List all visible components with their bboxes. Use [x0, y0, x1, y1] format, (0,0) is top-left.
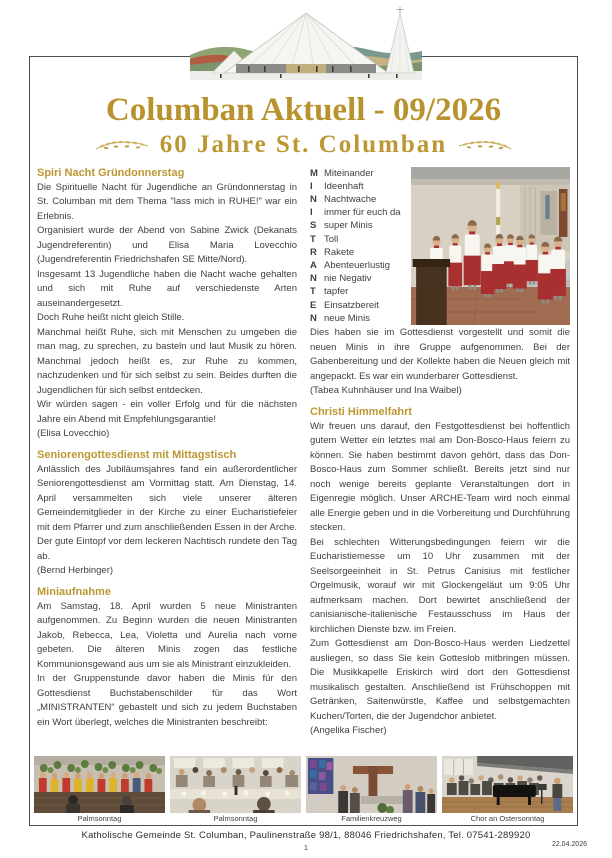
left-column: [37, 167, 297, 739]
acrostic-letter: N: [310, 194, 317, 206]
byline: (Tabea Kuhnhäuser und Ina Waibel): [310, 385, 462, 397]
acrostic-letter: R: [310, 246, 317, 258]
photo-caption: Chor an Ostersonntag: [470, 814, 545, 823]
acrostic-word: Abenteuerlustig: [324, 260, 391, 272]
st-columban-tent-church-art: [190, 7, 422, 91]
acrostic-row: [310, 246, 404, 259]
paragraph: Zum Gottesdienst am Don-Bosco-Haus werden Liedzettel ausliegen, so dass Sie kein Gotteslob mitbringen müssen. Die Musikkapelle Eriskirch wird dort den Gottesdienst musikalisch gestalten. Anschließend ist Frühschoppen mit Getränken, Saitenwürstle, Kaffee und selbstgemachten Kuchen/Torten, die der Jugendchor anbietet.: [310, 638, 570, 722]
acrostic-letter: A: [310, 260, 317, 272]
page-title: Columban Aktuell - 09/2026: [105, 92, 502, 128]
paragraph: Insgesamt 13 Jugendliche haben die Nacht wache gehalten und sich mit Ruhe auf verschiedenste Arten auseinandergesetzt.: [37, 268, 297, 309]
paragraph: Anlässlich des Jubiläumsjahres fand ein außerordentlicher Seniorengottesdienst am Vormittag statt. Am Dienstag, 14. April versammelten sich viele unserer älteren Gemeindemitglieder in der Kirche zu einer Eucharistiefeier mit dem Pfarrer und zum anschließenden Essen in der Arche. Der gute Eintopf vor dem leckeren Nachtisch rundete den Tag ab.: [37, 463, 297, 562]
church-illustration: [190, 7, 422, 91]
acrostic-row: [310, 193, 404, 206]
page-number: 1: [303, 843, 309, 852]
section-heading-miniaufnahme: Miniaufnahme: [37, 585, 111, 598]
acrostic-row: [310, 219, 404, 232]
acrostic-row: [310, 180, 404, 193]
subtitle-row: [37, 131, 570, 159]
acrostic-word: Miteinander: [324, 167, 374, 179]
section-heading-seniorengottesdienst: Seniorengottesdienst mit Mittagstisch: [37, 448, 237, 461]
paragraph: Doch Ruhe heißt nicht gleich Stille.: [37, 312, 185, 324]
acrostic-word: Rakete: [324, 246, 355, 258]
page-subtitle: 60 Jahre St. Columban: [159, 130, 448, 158]
acrostic-row: [310, 299, 404, 312]
acrostic-letter: N: [310, 273, 317, 285]
acrostic-row: [310, 206, 404, 219]
acrostic-word: tapfer: [324, 286, 349, 298]
photo-strip: [34, 756, 573, 824]
paragraph: Bei schlechten Witterungsbedingungen feiern wir die Eucharistiemesse um 10 Uhr zusammen mit der Seelsorgeeinheit in St. Petrus Canisius mit festlicher Orgelmusik, worauf wir mit Glockengeläut um 9:05 Uhr aufmerksam machen. Dort bewirtet anschließend der canisianische-italienische Festausschuss im Haus der kirchlichen Dienste bzw. im Freien.: [310, 536, 570, 635]
acrostic-row: [310, 259, 404, 272]
ministranten-acrostic: [310, 167, 404, 325]
page-border: [29, 56, 578, 826]
article-columns: [37, 167, 570, 739]
photo-neue-ministranten: [411, 167, 570, 325]
acrostic-row: [310, 312, 404, 325]
paragraph: Die Spirituelle Nacht für Jugendliche an Gründonnerstag in St. Columban mit dem Thema "lass mich in RUHE!" war ein Erlebnis.: [37, 181, 297, 222]
photo-palmsonntag-1: [34, 756, 165, 824]
right-column: [310, 167, 570, 739]
acrostic-word: Ideenhaft: [324, 180, 364, 192]
photo-caption: Palmsonntag: [77, 814, 122, 823]
acrostic-letter: E: [310, 299, 317, 311]
acrostic-letter: T: [310, 233, 316, 245]
acrostic-row: [310, 233, 404, 246]
paragraph: Wir freuen uns darauf, den Festgottesdienst bei hoffentlich gutem Wetter ein letztes mal am Don-Bosco-Haus feiern zu können. Sie haben bestimmt davon gehört, dass das Don-Bosco-Haus zum Sommer schließt. Bereits jetzt sind nur noch wenige bereits geplante Veranstaltungen dort in Eigenregie möglich. Unser ARCHE-Team wird noch einmal alle Energie geben und in die Vorbereitung und Durchführung stecken.: [310, 420, 570, 534]
acrostic-word: Nachtwache: [324, 194, 377, 206]
paragraph: Manchmal heißt Ruhe, sich mit Menschen zu umgeben die man mag, zu sprechen, zu basteln und laut Musik zu hören. Manchmal jedoch heißt es, zur Ruhe zu kommen, nachzudenken und für sich selbst zu sein. Beides durften die Jugendlichen für sich selbst entdecken.: [37, 326, 297, 396]
ministranten-acrostic-block: [310, 167, 570, 325]
acrostic-word: Toll: [324, 233, 339, 245]
byline: (Elisa Lovecchio): [37, 428, 110, 440]
paragraph: In der Gruppenstunde davor haben die Minis für den Gottesdienst Buchstabenschilder für das Wort „MINISTRANTEN“ gebastelt und sich zu jedem Buchstaben ein Wort überlegt, welches die Ministranten beschreibt:: [37, 673, 297, 728]
photo-familienkreuzweg: [306, 756, 437, 824]
paragraph: Organisiert wurde der Abend von Sabine Zwick (Dekanats Jugendreferentin) und Elisa Maria Lovecchio (Jugendreferentin Friedrichshafen SE Mitte/Nord).: [37, 225, 297, 266]
paragraph: Am Samstag, 18. April wurden 5 neue Ministranten aufgenommen. Zu Beginn wurden die neuen Ministranten Jakob, Rebecca, Lea, Violetta und Aurelia nach vorne gebeten. Die älteren Minis zogen das festliche Kommunionsgewand aus um sie als Ministrant einzukleiden.: [37, 600, 297, 670]
photo-caption: Palmsonntag: [213, 814, 258, 823]
photo-caption: Familienkreuzweg: [341, 814, 402, 823]
acrostic-row: [310, 167, 404, 180]
paragraph: Dies haben sie im Gottesdienst vorgestellt und somit die neuen Minis in ihre Gruppe aufgenommen. Bei der Gabenbereitung und der Kollekte haben die Neuen gleich mit angepackt. Es war ein wunderbarer Gottesdienst.: [310, 327, 570, 382]
date-stamp: 22.04.2026: [551, 841, 587, 848]
section-heading-christi-himmelfahrt: Christi Himmelfahrt: [310, 405, 413, 418]
laurel-left-icon: [94, 137, 150, 153]
acrostic-letter: M: [310, 167, 318, 179]
photo-chor-ostersonntag: [442, 756, 573, 824]
acrostic-word: super Minis: [324, 220, 373, 232]
acrostic-letter: T: [310, 286, 316, 298]
byline: (Bernd Herbinger): [37, 565, 114, 577]
acrostic-row: [310, 272, 404, 285]
acrostic-letter: N: [310, 312, 317, 324]
section-heading-spiri-nacht: Spiri Nacht Gründonnerstag: [37, 166, 185, 179]
paragraph: Wir würden sagen - ein voller Erfolg und für die nächsten Jahre ein Abend mit Empfehlungsgarantie!: [37, 399, 297, 425]
acrostic-letter: S: [310, 220, 317, 232]
acrostic-word: immer für euch da: [324, 207, 401, 219]
acrostic-letter: I: [310, 207, 313, 219]
acrostic-row: [310, 285, 404, 298]
acrostic-word: Einsatzbereit: [324, 299, 379, 311]
photo-palmsonntag-2: [170, 756, 301, 824]
laurel-right-icon: [457, 137, 513, 153]
acrostic-word: neue Minis: [324, 312, 370, 324]
acrostic-letter: I: [310, 180, 313, 192]
acrostic-word: nie Negativ: [324, 273, 372, 285]
byline: (Angelika Fischer): [310, 725, 387, 737]
footer-address: Katholische Gemeinde St. Columban, Paulinenstraße 98/1, 88046 Friedrichshafen, Tel. 07541-289920: [81, 830, 531, 841]
